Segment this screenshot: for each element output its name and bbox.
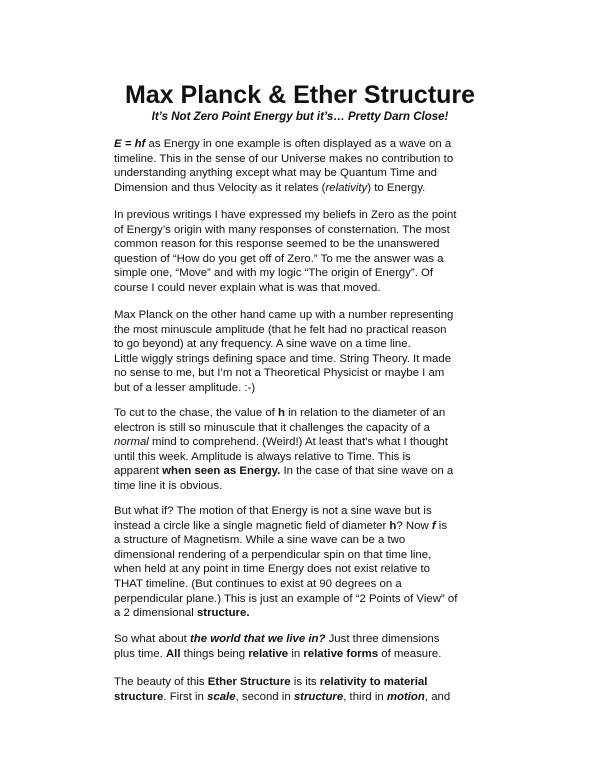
text-line <box>114 406 494 421</box>
text-span: of measure. <box>378 647 442 660</box>
text-span: . First in <box>163 690 208 703</box>
text-line: until this week. Amplitude is always relative to Time. This is <box>114 450 411 463</box>
paragraph-7 <box>114 675 494 704</box>
text-line: of Energy’s origin with many responses of consternation. The most <box>114 223 450 236</box>
text-span: is its <box>290 676 320 688</box>
paragraph-4 <box>114 406 494 494</box>
text-line: the most minuscule amplitude (that he felt had no practical reason <box>114 323 447 336</box>
text-span: relativity <box>325 181 368 194</box>
text-span: relative <box>248 647 289 660</box>
paragraph-6 <box>114 632 494 661</box>
text-line <box>114 647 494 662</box>
text-span: h <box>278 407 285 419</box>
text-span: structure. <box>196 607 250 620</box>
text-line: a structure of Magnetism. While a sine wave can be a two <box>114 534 406 547</box>
text-span: f <box>431 519 436 532</box>
equation: E = hf <box>114 138 146 150</box>
text-line: but of a lesser amplitude. :-) <box>114 381 256 394</box>
text-line: question of “How do you get off of Zero.” To me the answer was a <box>114 252 444 265</box>
text-line: no sense to me, but I’m not a Theoretical Physicist or maybe I am <box>114 367 445 380</box>
text-span: All <box>165 647 181 660</box>
text-span: in <box>288 647 304 660</box>
text-span: scale <box>207 690 236 703</box>
page-subtitle: It’s Not Zero Point Energy but it’s… Pretty Darn Close! <box>151 111 449 123</box>
text-line: In previous writings I have expressed my beliefs in Zero as the point <box>114 209 457 221</box>
text-span: a 2 dimensional <box>114 607 197 620</box>
text-line: electron is still so minuscule that it challenges the capacity of a <box>114 421 430 434</box>
text-span: In the case of that sine wave on a <box>280 465 454 478</box>
text-line: simple one, “Move” and with my logic “The origin of Energy”. Of <box>114 267 434 280</box>
text-span: as Energy in one example is often displayed as a wave on a <box>145 138 452 150</box>
text-span: ) to Energy. <box>367 181 426 194</box>
text-line: when held at any point in time Energy does not exist relative to <box>114 563 430 576</box>
text-span: structure <box>293 690 344 703</box>
text-line: THAT timeline. (But continues to exist at 90 degrees on a <box>114 577 402 590</box>
text-span: instead a circle like a single magnetic field of diameter <box>114 519 390 532</box>
text-line: timeline. This in the sense of our Universe makes no contribution to <box>114 152 454 165</box>
text-line: common reason for this response seemed to be the unanswered <box>114 238 440 251</box>
text-span: The beauty of this <box>114 676 208 688</box>
text-span: So what about <box>114 633 190 645</box>
text-line: perpendicular plane.) This is just an example of “2 Points of View” of <box>114 592 458 605</box>
text-span: relativity to material <box>319 676 428 688</box>
text-span: in relation to the diameter of an <box>284 407 446 419</box>
text-line <box>114 435 494 450</box>
text-span: , second in <box>235 690 294 703</box>
text-line: understanding anything except what may be Quantum Time and <box>114 167 437 180</box>
text-line <box>114 181 494 196</box>
text-span: normal <box>114 436 149 449</box>
text-line <box>114 606 494 621</box>
text-line: course I could never explain what is was that moved. <box>114 281 381 294</box>
text-span: plus time. <box>114 647 166 660</box>
text-line: to go beyond) at any frequency. A sine wave on a time line. <box>114 338 411 351</box>
text-span: the world that we live in? <box>190 633 326 645</box>
paragraph-3 <box>114 308 494 396</box>
paragraph-1 <box>114 137 494 195</box>
text-line <box>114 137 494 152</box>
page-title: Max Planck & Ether Structure <box>124 81 476 109</box>
text-span: when seen as Energy. <box>162 465 281 478</box>
text-line: dimensional rendering of a perpendicular spin on that time line, <box>114 548 432 561</box>
text-span: ? Now <box>396 519 432 532</box>
text-span: , third in <box>343 690 387 703</box>
text-line: But what if? The motion of that Energy is not a sine wave but is <box>114 505 432 517</box>
text-line: Max Planck on the other hand came up with a number representing <box>114 309 454 321</box>
text-span: structure <box>114 690 164 703</box>
text-span: Dimension and thus Velocity as it relates ( <box>114 181 326 194</box>
text-line <box>114 632 494 647</box>
text-span: Ether Structure <box>207 676 291 688</box>
text-span: motion <box>386 690 425 703</box>
text-span: is <box>435 519 448 532</box>
text-line <box>114 464 494 479</box>
text-span: To cut to the chase, the value of <box>114 407 279 419</box>
paragraph-2 <box>114 208 494 296</box>
text-span: things being <box>180 647 249 660</box>
text-span: Just three dimensions <box>325 633 440 645</box>
text-span: mind to comprehend. (Weird!) At least that’s what I thought <box>148 436 448 449</box>
text-span: h <box>389 519 397 532</box>
text-line <box>114 690 494 705</box>
text-span: , and <box>424 690 451 703</box>
text-span: relative forms <box>303 647 379 660</box>
paragraph-5 <box>114 504 494 621</box>
text-line: time line it is obvious. <box>114 479 223 492</box>
text-line <box>114 519 494 534</box>
text-line <box>114 675 494 690</box>
text-span: apparent <box>114 465 163 478</box>
text-line: Little wiggly strings defining space and time. String Theory. It made <box>114 352 452 365</box>
